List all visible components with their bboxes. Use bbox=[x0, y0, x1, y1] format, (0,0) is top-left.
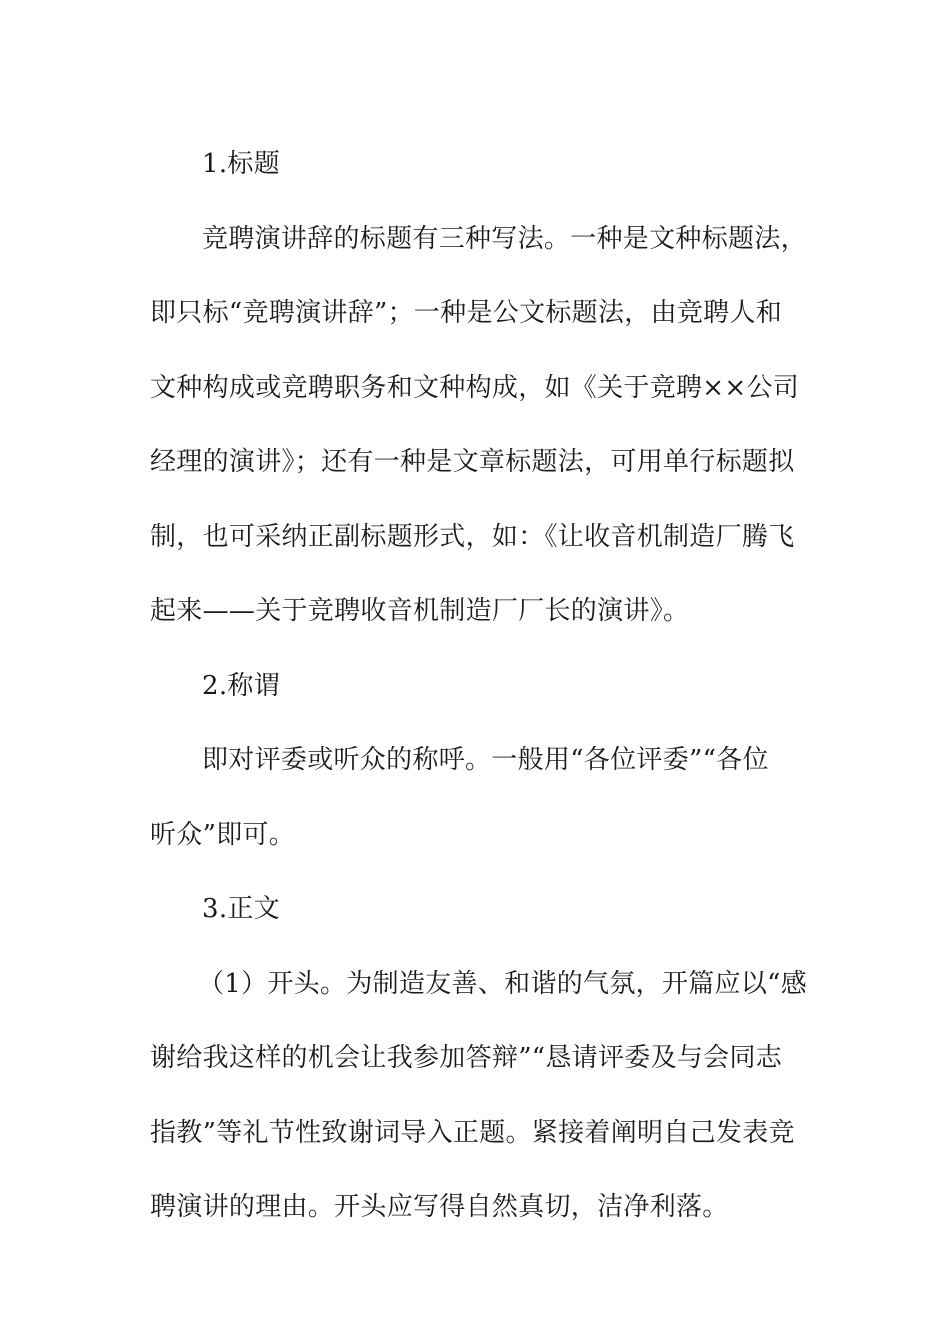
paragraph-line: 即对评委或听众的称呼。一般用“各位评委”“各位 bbox=[202, 745, 769, 775]
heading-title-section: 1.标题 bbox=[202, 149, 281, 179]
paragraph-line: 制，也可采纳正副标题形式，如：《让收音机制造厂腾飞 bbox=[150, 521, 795, 552]
paragraph-line: 谢给我这样的机会让我参加答辩”“恳请评委及与会同志 bbox=[150, 1043, 783, 1073]
paragraph-line: 听众”即可。 bbox=[150, 819, 296, 850]
heading-body-section: 3.正文 bbox=[202, 894, 281, 924]
paragraph-line: （1）开头。为制造友善、和谐的气氛，开篇应以“感 bbox=[198, 968, 808, 999]
paragraph-line: 聘演讲的理由。开头应写得自然真切，洁净利落。 bbox=[150, 1192, 729, 1222]
paragraph-line: 竞聘演讲辞的标题有三种写法。一种是文种标题法， bbox=[202, 223, 807, 254]
paragraph-line: 即只标“竞聘演讲辞”；一种是公文标题法，由竞聘人和 bbox=[150, 298, 783, 328]
paragraph-line: 文种构成或竞聘职务和文种构成，如《关于竞聘××公司 bbox=[150, 372, 800, 403]
document-body bbox=[150, 127, 808, 1245]
paragraph-line: 经理的演讲》；还有一种是文章标题法，可用单行标题拟 bbox=[150, 447, 795, 477]
paragraph-line: 起来——关于竞聘收音机制造厂厂长的演讲》。 bbox=[150, 596, 690, 626]
heading-salutation-section: 2.称谓 bbox=[202, 670, 281, 701]
paragraph-line: 指教”等礼节性致谢词导入正题。紧接着阐明自己发表竞 bbox=[150, 1117, 795, 1148]
